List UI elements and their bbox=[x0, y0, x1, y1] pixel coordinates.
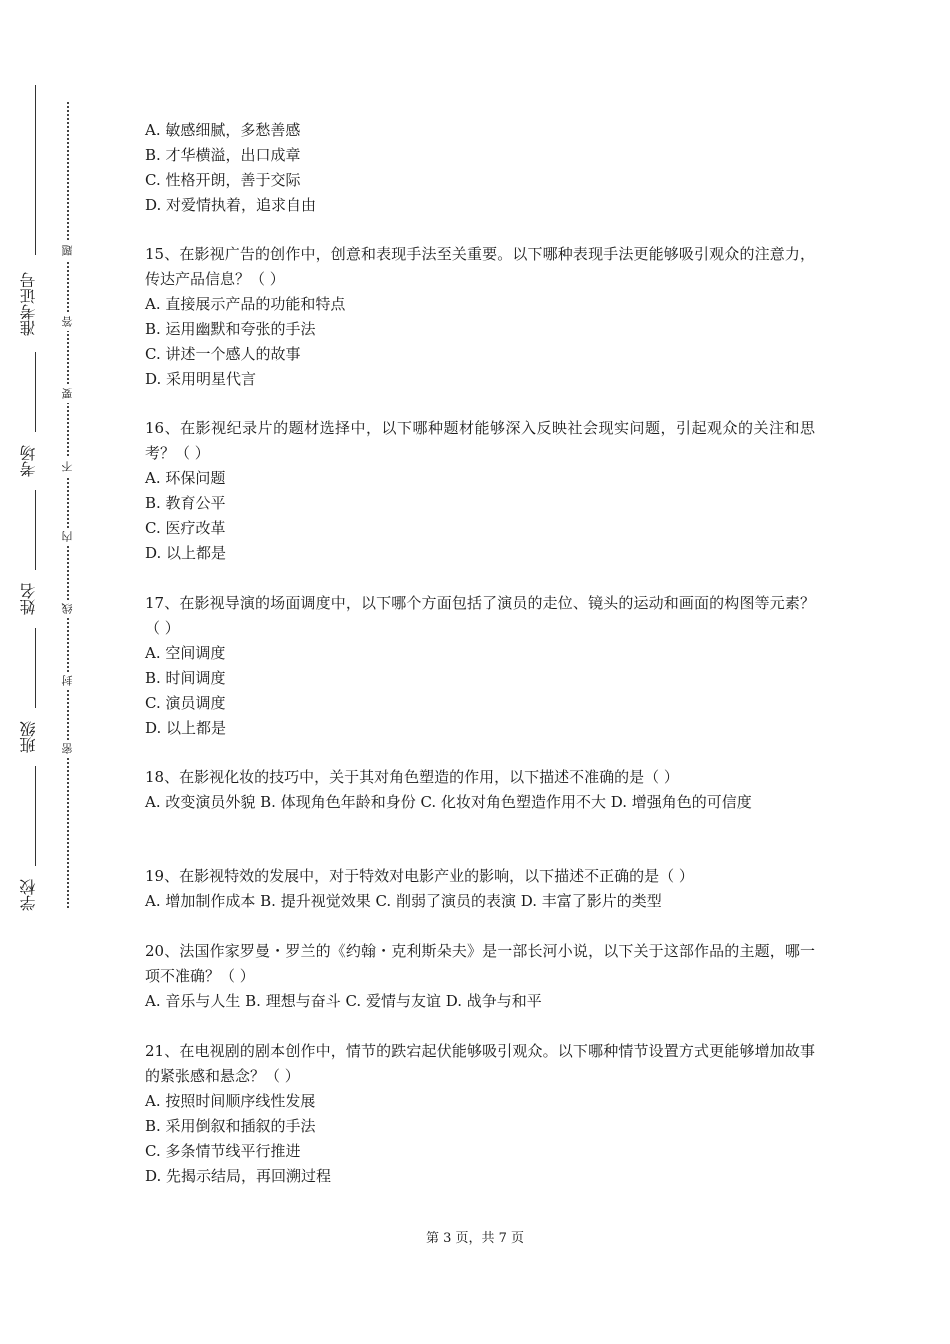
option-a: A. 空间调度 bbox=[145, 644, 226, 662]
question-18 bbox=[145, 765, 815, 815]
option-a: A. 直接展示产品的功能和特点 bbox=[145, 295, 346, 313]
inline-options: A. 改变演员外貌 B. 体现角色年龄和身份 C. 化妆对角色塑造作用不大 D. 增强角色的可信度 bbox=[145, 793, 752, 811]
option-a: A. 环保问题 bbox=[145, 469, 226, 487]
option-b: B. 时间调度 bbox=[145, 669, 226, 687]
question-stem: 17、在影视导演的场面调度中，以下哪个方面包括了演员的走位、镜头的运动和画面的构图等元素？（ ） bbox=[145, 594, 815, 637]
question-stem: 15、在影视广告的创作中，创意和表现手法至关重要。以下哪种表现手法更能够吸引观众的注意力，传达产品信息？（ ） bbox=[145, 245, 815, 288]
option-c: C. 演员调度 bbox=[145, 694, 226, 712]
inline-options: A. 音乐与人生 B. 理想与奋斗 C. 爱情与友谊 D. 战争与和平 bbox=[145, 992, 542, 1010]
page-number: 第 3 页，共 7 页 bbox=[425, 1231, 525, 1246]
binding-line bbox=[35, 352, 36, 432]
name-label: 姓名 bbox=[19, 583, 38, 615]
option-c: C. 医疗改革 bbox=[145, 519, 226, 537]
question-16 bbox=[145, 416, 815, 566]
question-20 bbox=[145, 939, 815, 1014]
seal-char: 封 bbox=[60, 672, 76, 690]
seal-dotted-line bbox=[67, 102, 69, 908]
question-17 bbox=[145, 591, 815, 741]
question-14-options bbox=[145, 118, 815, 218]
seal-char: 线 bbox=[60, 600, 76, 618]
question-stem: 16、在影视纪录片的题材选择中，以下哪种题材能够深入反映社会现实问题，引起观众的关注和思考？（ ） bbox=[145, 419, 815, 462]
option-c: C. 性格开朗，善于交际 bbox=[145, 171, 301, 189]
question-stem: 19、在影视特效的发展中，对于特效对电影产业的影响，以下描述不正确的是（ ） bbox=[145, 867, 694, 885]
seal-char: 不 bbox=[60, 458, 76, 476]
option-d: D. 先揭示结局，再回溯过程 bbox=[145, 1167, 332, 1185]
seal-char: 答 bbox=[60, 313, 76, 331]
class-label: 班级 bbox=[19, 721, 38, 753]
option-d: D. 以上都是 bbox=[145, 544, 227, 562]
school-label: 学校 bbox=[19, 879, 38, 911]
option-d: D. 以上都是 bbox=[145, 719, 227, 737]
seal-char: 内 bbox=[60, 528, 76, 546]
option-c: C. 讲述一个感人的故事 bbox=[145, 345, 301, 363]
binding-line bbox=[35, 628, 36, 708]
option-b: B. 采用倒叙和插叙的手法 bbox=[145, 1117, 316, 1135]
option-b: B. 教育公平 bbox=[145, 494, 226, 512]
seal-char: 题 bbox=[60, 242, 76, 260]
question-stem: 21、在电视剧的剧本创作中，情节的跌宕起伏能够吸引观众。以下哪种情节设置方式更能够增加故事的紧张感和悬念？（ ） bbox=[145, 1042, 815, 1085]
exam-number-label: 准考证号 bbox=[19, 272, 38, 336]
option-a: A. 敏感细腻，多愁善感 bbox=[145, 121, 301, 139]
question-15 bbox=[145, 242, 815, 392]
seal-char: 要 bbox=[60, 385, 76, 403]
option-d: D. 采用明星代言 bbox=[145, 370, 257, 388]
question-21 bbox=[145, 1039, 815, 1189]
question-19 bbox=[145, 864, 815, 914]
seal-char: 密 bbox=[60, 740, 76, 758]
option-d: D. 对爱情执着，追求自由 bbox=[145, 196, 317, 214]
exam-room-label: 考场 bbox=[19, 445, 38, 477]
option-b: B. 才华横溢，出口成章 bbox=[145, 146, 301, 164]
option-c: C. 多条情节线平行推进 bbox=[145, 1142, 301, 1160]
binding-line bbox=[35, 766, 36, 866]
inline-options: A. 增加制作成本 B. 提升视觉效果 C. 削弱了演员的表演 D. 丰富了影片的类型 bbox=[145, 892, 662, 910]
option-b: B. 运用幽默和夸张的手法 bbox=[145, 320, 316, 338]
question-stem: 20、法国作家罗曼・罗兰的《约翰・克利斯朵夫》是一部长河小说，以下关于这部作品的主题，哪一项不准确？（ ） bbox=[145, 942, 815, 985]
question-stem: 18、在影视化妆的技巧中，关于其对角色塑造的作用，以下描述不准确的是（ ） bbox=[145, 768, 679, 786]
binding-line bbox=[35, 85, 36, 255]
binding-line bbox=[35, 490, 36, 570]
option-a: A. 按照时间顺序线性发展 bbox=[145, 1092, 316, 1110]
